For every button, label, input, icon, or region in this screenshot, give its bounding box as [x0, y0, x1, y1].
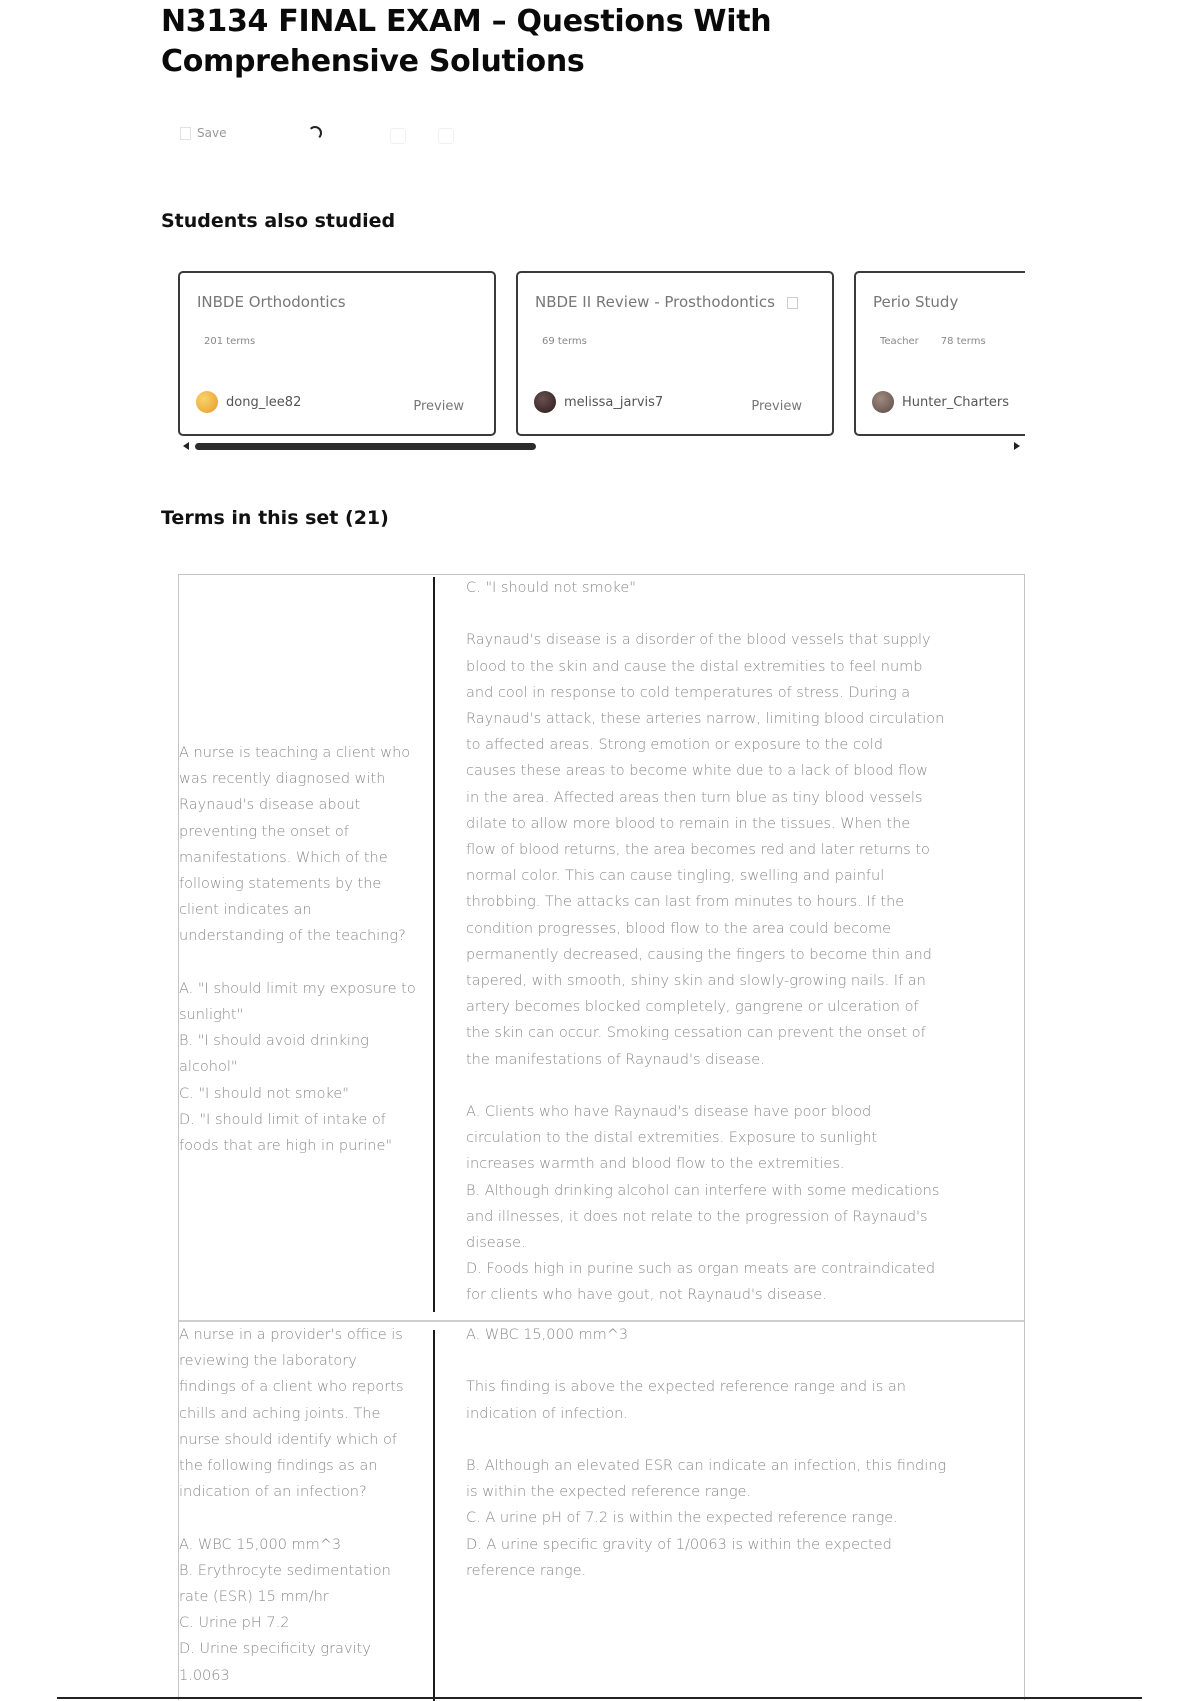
text-line: to affected areas. Strong emotion or exposure to the cold — [466, 737, 883, 754]
text-line — [179, 1505, 425, 1531]
card-term-count: 69 terms — [542, 336, 587, 347]
text-line: causes these areas to become white due to a lack of blood flow — [466, 763, 928, 780]
text-line: is within the expected reference range. — [466, 1484, 752, 1501]
page-bottom-rule — [57, 1697, 1142, 1699]
avatar — [872, 391, 894, 413]
text-line: B. Although drinking alcohol can interfere with some medications — [466, 1182, 940, 1199]
students-also-studied-heading: Students also studied — [161, 210, 396, 232]
text-line: B. Erythrocyte sedimentation — [179, 1562, 391, 1579]
card-author[interactable] — [534, 391, 663, 413]
term-definition — [466, 1322, 976, 1584]
scroll-left-arrow-icon[interactable] — [183, 442, 189, 450]
text-line: findings of a client who reports — [179, 1379, 404, 1396]
text-line: blood to the skin and cause the distal extremities to feel numb — [466, 658, 923, 675]
text-line: following statements by the — [179, 876, 382, 893]
term-definition — [466, 575, 976, 1309]
text-line: A nurse is teaching a client who — [179, 745, 411, 761]
text-line: throbbing. The attacks can last from minutes to hours. If the — [466, 894, 905, 911]
text-line: A nurse in a provider's office is — [179, 1327, 403, 1343]
text-line: increases warmth and blood flow to the extremities. — [466, 1156, 845, 1173]
text-line: client indicates an — [179, 902, 312, 919]
text-line: and illnesses, it does not relate to the progression of Raynaud's — [466, 1208, 928, 1225]
text-line: tapered, with smooth, shiny skin and slowly-growing nails. If an — [466, 973, 926, 990]
card-title: Perio Study — [873, 293, 959, 311]
card-author-name: Hunter_Charters — [902, 394, 1010, 410]
card-title-text: NBDE II Review - Prosthodontics — [535, 293, 775, 311]
text-line: D. A urine specific gravity of 1/0063 is within the expected — [466, 1536, 892, 1553]
share-icon[interactable] — [390, 128, 406, 144]
card-role-badge: Teacher — [880, 336, 919, 347]
text-line: the skin can occur. Smoking cessation can prevent the onset of — [466, 1025, 926, 1042]
related-sets-carousel — [178, 271, 1025, 451]
text-line: foods that are high in purine" — [179, 1138, 393, 1155]
text-line: preventing the onset of — [179, 823, 349, 840]
term-question — [179, 740, 425, 1159]
text-line: flow of blood returns, the area becomes red and later returns to — [466, 842, 930, 859]
text-line — [466, 1348, 976, 1374]
text-line: rate (ESR) 15 mm/hr — [179, 1589, 329, 1606]
card-title — [535, 293, 798, 311]
text-line: disease. — [466, 1235, 526, 1252]
text-line: the following findings as an — [179, 1458, 378, 1475]
text-line: B. Although an elevated ESR can indicate an infection, this finding — [466, 1457, 947, 1474]
text-line: A. WBC 15,000 mm^3 — [179, 1536, 342, 1553]
card-meta — [204, 336, 255, 347]
page-title: N3134 FINAL EXAM – Questions With Comprehensive Solutions — [161, 4, 772, 79]
text-line: the manifestations of Raynaud's disease. — [466, 1051, 765, 1068]
card-meta — [880, 336, 986, 347]
text-line: 1.0063 — [179, 1667, 230, 1684]
scroll-right-arrow-icon[interactable] — [1014, 442, 1020, 450]
text-line: indication of an infection? — [179, 1484, 367, 1501]
card-author-name: dong_lee82 — [226, 394, 302, 410]
more-icon[interactable] — [438, 128, 454, 144]
column-divider — [433, 1330, 435, 1701]
text-line — [179, 950, 425, 976]
preview-button[interactable]: Preview — [751, 399, 802, 414]
text-line: artery becomes blocked completely, gangrene or ulceration of — [466, 999, 919, 1016]
text-line: A. Clients who have Raynaud's disease have poor blood — [466, 1104, 872, 1121]
terms-table — [178, 574, 1025, 1700]
related-set-card[interactable] — [854, 271, 1025, 436]
term-question — [179, 1322, 425, 1689]
carousel-scrollbar[interactable] — [178, 442, 1025, 450]
card-term-count: 201 terms — [204, 336, 256, 347]
text-line: C. "I should not smoke" — [179, 1085, 349, 1102]
card-meta — [542, 336, 587, 347]
text-line: dilate to allow more blood to remain in the tissues. When the — [466, 815, 911, 832]
text-line: reference range. — [466, 1562, 587, 1579]
text-line: permanently decreased, causing the fingers to become thin and — [466, 946, 932, 963]
terms-heading: Terms in this set (21) — [161, 507, 389, 529]
text-line: sunlight" — [179, 1007, 244, 1024]
text-line: A. WBC 15,000 mm^3 — [466, 1327, 629, 1343]
text-line: normal color. This can cause tingling, swelling and painful — [466, 868, 885, 885]
loading-spinner-icon — [308, 126, 322, 140]
text-line: This finding is above the expected reference range and is an — [466, 1379, 906, 1396]
card-author-name: melissa_jarvis7 — [564, 394, 664, 410]
term-row — [179, 575, 1024, 1320]
text-line: Raynaud's attack, these arteries narrow, limiting blood circulation — [466, 711, 945, 727]
action-bar — [180, 126, 480, 150]
text-line: A. "I should limit my exposure to — [179, 980, 416, 997]
text-line: Raynaud's disease is a disorder of the blood vessels that supply — [466, 632, 931, 649]
column-divider — [433, 577, 435, 1312]
card-title: INBDE Orthodontics — [197, 293, 346, 311]
text-line — [466, 601, 976, 627]
text-line: understanding of the teaching? — [179, 928, 406, 945]
avatar — [534, 391, 556, 413]
text-line: C. Urine pH 7.2 — [179, 1615, 290, 1632]
text-line: reviewing the laboratory — [179, 1353, 357, 1370]
text-line: D. Foods high in purine such as organ meats are contraindicated — [466, 1261, 936, 1278]
card-author[interactable] — [872, 391, 1009, 413]
scrollbar-thumb[interactable] — [195, 443, 536, 450]
text-line: was recently diagnosed with — [179, 771, 386, 788]
text-line: Raynaud's disease about — [179, 797, 361, 814]
save-label: Save — [197, 126, 227, 140]
document-icon — [787, 297, 798, 309]
text-line: circulation to the distal extremities. Exposure to sunlight — [466, 1130, 878, 1147]
text-line: condition progresses, blood flow to the area could become — [466, 920, 892, 937]
text-line: manifestations. Which of the — [179, 849, 388, 866]
card-author[interactable] — [196, 391, 301, 413]
text-line: for clients who have gout, not Raynaud's disease. — [466, 1287, 827, 1304]
text-line: C. "I should not smoke" — [466, 580, 636, 596]
text-line: C. A urine pH of 7.2 is within the expected reference range. — [466, 1510, 898, 1527]
text-line: D. Urine specificity gravity — [179, 1641, 371, 1658]
text-line: nurse should identify which of — [179, 1431, 397, 1448]
text-line: in the area. Affected areas then turn blue as tiny blood vessels — [466, 789, 923, 806]
save-button[interactable] — [180, 126, 226, 140]
card-term-count: 78 terms — [940, 336, 986, 347]
text-line: and cool in response to cold temperatures of stress. During a — [466, 684, 911, 701]
save-icon — [180, 127, 191, 140]
text-line: alcohol" — [179, 1059, 238, 1076]
text-line: B. "I should avoid drinking — [179, 1033, 369, 1050]
text-line — [466, 1073, 976, 1099]
text-line: D. "I should limit of intake of — [179, 1111, 386, 1128]
term-row — [179, 1322, 1024, 1701]
avatar — [196, 391, 218, 413]
related-set-card[interactable] — [178, 271, 496, 436]
preview-button[interactable]: Preview — [413, 399, 464, 414]
text-line — [466, 1427, 976, 1453]
text-line: indication of infection. — [466, 1405, 628, 1422]
related-set-card[interactable] — [516, 271, 834, 436]
text-line: chills and aching joints. The — [179, 1405, 381, 1422]
